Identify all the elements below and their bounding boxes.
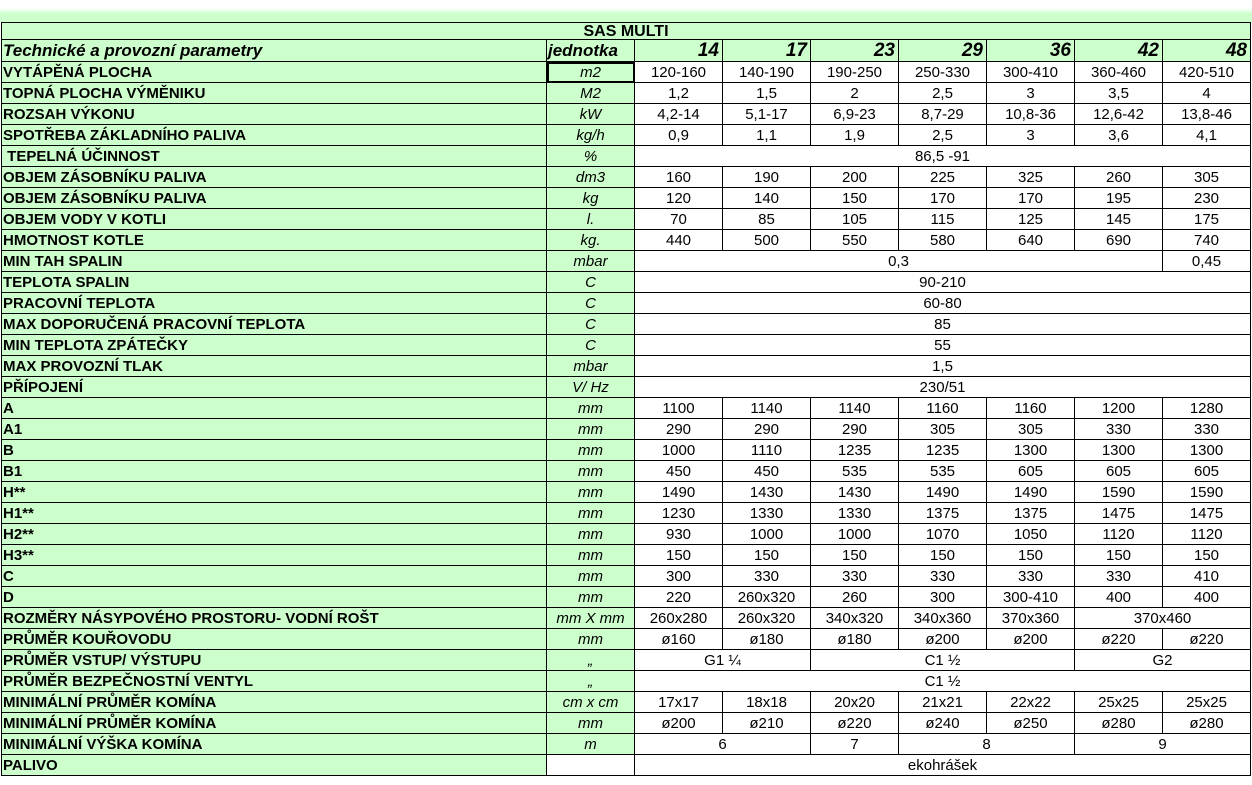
value-cell[interactable]: ø200	[899, 629, 987, 650]
value-cell[interactable]: 1475	[1163, 503, 1251, 524]
row-label[interactable]: H**	[2, 482, 547, 503]
row-unit[interactable]: C	[547, 293, 635, 314]
table-row	[2, 356, 1251, 377]
value-cell[interactable]: 230/51	[635, 377, 1251, 398]
value-cell[interactable]: 125	[987, 209, 1075, 230]
value-cell[interactable]: 300-410	[987, 587, 1075, 608]
row-label[interactable]: PŘÍPOJENÍ	[2, 377, 547, 398]
value-cell[interactable]: 1160	[899, 398, 987, 419]
row-label[interactable]: B	[2, 440, 547, 461]
row-unit[interactable]: mbar	[547, 356, 635, 377]
row-label[interactable]: TEPLOTA SPALIN	[2, 272, 547, 293]
row-unit[interactable]: m2	[547, 62, 635, 83]
value-cell[interactable]: ø160	[635, 629, 723, 650]
value-cell[interactable]: 260x320	[723, 608, 811, 629]
value-cell[interactable]: 260x280	[635, 608, 723, 629]
value-cell[interactable]: 400	[1075, 587, 1163, 608]
row-unit[interactable]: mbar	[547, 251, 635, 272]
value-cell[interactable]: 2,5	[899, 125, 987, 146]
value-cell[interactable]: 17x17	[635, 692, 723, 713]
value-cell[interactable]: 150	[1163, 545, 1251, 566]
table-row	[2, 209, 1251, 230]
table-row	[2, 482, 1251, 503]
value-cell[interactable]: 140	[723, 188, 811, 209]
value-cell[interactable]: 550	[811, 230, 899, 251]
value-cell[interactable]: 330	[899, 566, 987, 587]
value-cell[interactable]: 535	[899, 461, 987, 482]
value-cell[interactable]: ø210	[723, 713, 811, 734]
value-cell[interactable]: 330	[723, 566, 811, 587]
row-label[interactable]: B1	[2, 461, 547, 482]
value-cell[interactable]: 4,1	[1163, 125, 1251, 146]
row-label[interactable]: TEPELNÁ ÚČINNOST	[2, 146, 547, 167]
value-cell[interactable]: 1140	[811, 398, 899, 419]
value-cell[interactable]: 0,45	[1163, 251, 1251, 272]
row-unit[interactable]: mm	[547, 629, 635, 650]
value-cell[interactable]: 55	[635, 335, 1251, 356]
value-cell[interactable]: 9	[1075, 734, 1251, 755]
value-cell[interactable]: 160	[635, 167, 723, 188]
row-unit[interactable]: mm	[547, 566, 635, 587]
value-cell[interactable]: 200	[811, 167, 899, 188]
table-row	[2, 713, 1251, 734]
value-cell[interactable]: 1590	[1075, 482, 1163, 503]
row-label[interactable]: OBJEM ZÁSOBNÍKU PALIVA	[2, 188, 547, 209]
value-cell[interactable]: 140-190	[723, 62, 811, 83]
row-label[interactable]: H1**	[2, 503, 547, 524]
value-cell[interactable]: 605	[1163, 461, 1251, 482]
value-cell[interactable]: 7	[811, 734, 899, 755]
value-cell[interactable]: 605	[1075, 461, 1163, 482]
row-label[interactable]: TOPNÁ PLOCHA VÝMĚNIKU	[2, 83, 547, 104]
value-cell[interactable]: 440	[635, 230, 723, 251]
value-cell[interactable]: 1235	[811, 440, 899, 461]
value-cell[interactable]: 1100	[635, 398, 723, 419]
table-row	[2, 461, 1251, 482]
value-cell[interactable]: ø180	[811, 629, 899, 650]
value-cell[interactable]: 85	[635, 314, 1251, 335]
row-label[interactable]: VYTÁPĚNÁ PLOCHA	[2, 62, 547, 83]
row-unit[interactable]: C	[547, 272, 635, 293]
value-cell[interactable]: 535	[811, 461, 899, 482]
value-cell[interactable]: 70	[635, 209, 723, 230]
row-unit[interactable]: l.	[547, 209, 635, 230]
row-label[interactable]: A1	[2, 419, 547, 440]
row-label[interactable]: H3**	[2, 545, 547, 566]
header-label[interactable]: Technické a provozní parametry	[2, 40, 547, 62]
value-cell[interactable]: 1,5	[635, 356, 1251, 377]
value-cell[interactable]: 105	[811, 209, 899, 230]
value-cell[interactable]: 330	[987, 566, 1075, 587]
value-cell[interactable]: C1 ½	[635, 671, 1251, 692]
value-cell[interactable]: 4,2-14	[635, 104, 723, 125]
row-label[interactable]: HMOTNOST KOTLE	[2, 230, 547, 251]
table-row	[2, 671, 1251, 692]
value-cell[interactable]: 3	[987, 125, 1075, 146]
row-unit[interactable]: kg/h	[547, 125, 635, 146]
header-model-48[interactable]: 48	[1163, 40, 1251, 62]
value-cell[interactable]: 290	[811, 419, 899, 440]
value-cell[interactable]: 605	[987, 461, 1075, 482]
table-row	[2, 503, 1251, 524]
value-cell[interactable]: 1300	[1075, 440, 1163, 461]
row-unit[interactable]: C	[547, 314, 635, 335]
value-cell[interactable]: 330	[811, 566, 899, 587]
row-unit[interactable]: kW	[547, 104, 635, 125]
value-cell[interactable]: 260	[1075, 167, 1163, 188]
row-label[interactable]: SPOTŘEBA ZÁKLADNÍHO PALIVA	[2, 125, 547, 146]
header-model-23[interactable]: 23	[811, 40, 899, 62]
value-cell[interactable]: 1000	[635, 440, 723, 461]
row-unit[interactable]: V/ Hz	[547, 377, 635, 398]
row-unit[interactable]: mm	[547, 545, 635, 566]
table-row	[2, 314, 1251, 335]
value-cell[interactable]: 1140	[723, 398, 811, 419]
row-unit[interactable]: „	[547, 671, 635, 692]
value-cell[interactable]: 115	[899, 209, 987, 230]
value-cell[interactable]: 290	[723, 419, 811, 440]
table-title: SAS MULTI	[2, 23, 1251, 40]
value-cell[interactable]: 190	[723, 167, 811, 188]
value-cell[interactable]: 170	[987, 188, 1075, 209]
value-cell[interactable]: 400	[1163, 587, 1251, 608]
value-cell[interactable]: 370x360	[987, 608, 1075, 629]
row-unit[interactable]: mm	[547, 482, 635, 503]
value-cell[interactable]: 150	[635, 545, 723, 566]
value-cell[interactable]: 305	[987, 419, 1075, 440]
value-cell[interactable]: 150	[899, 545, 987, 566]
row-unit[interactable]: dm3	[547, 167, 635, 188]
value-cell[interactable]: 6	[635, 734, 811, 755]
value-cell[interactable]: 1300	[1163, 440, 1251, 461]
value-cell[interactable]: 250-330	[899, 62, 987, 83]
header-unit[interactable]: jednotka	[547, 40, 635, 62]
value-cell[interactable]: 640	[987, 230, 1075, 251]
value-cell[interactable]: 300-410	[987, 62, 1075, 83]
value-cell[interactable]: 150	[723, 545, 811, 566]
header-row	[2, 40, 1251, 62]
value-cell[interactable]: 10,8-36	[987, 104, 1075, 125]
row-unit[interactable]: mm	[547, 398, 635, 419]
value-cell[interactable]: 1110	[723, 440, 811, 461]
value-cell[interactable]: 230	[1163, 188, 1251, 209]
table-row	[2, 545, 1251, 566]
header-model-42[interactable]: 42	[1075, 40, 1163, 62]
row-label[interactable]: PRACOVNÍ TEPLOTA	[2, 293, 547, 314]
value-cell[interactable]: ø220	[1163, 629, 1251, 650]
value-cell[interactable]: ø180	[723, 629, 811, 650]
value-cell[interactable]: 580	[899, 230, 987, 251]
row-label[interactable]: MINIMÁLNÍ PRŮMĚR KOMÍNA	[2, 692, 547, 713]
sheet-top-band	[0, 0, 1252, 22]
value-cell[interactable]: 60-80	[635, 293, 1251, 314]
value-cell[interactable]: 340x320	[811, 608, 899, 629]
value-cell[interactable]: 1280	[1163, 398, 1251, 419]
table-row	[2, 587, 1251, 608]
table-row	[2, 629, 1251, 650]
value-cell[interactable]: 1070	[899, 524, 987, 545]
value-cell[interactable]: 370x460	[1075, 608, 1251, 629]
value-cell[interactable]: 225	[899, 167, 987, 188]
value-cell[interactable]: ø280	[1163, 713, 1251, 734]
value-cell[interactable]: 420-510	[1163, 62, 1251, 83]
row-label[interactable]: ROZSAH VÝKONU	[2, 104, 547, 125]
value-cell[interactable]: 220	[635, 587, 723, 608]
table-row	[2, 566, 1251, 587]
row-unit[interactable]: cm x cm	[547, 692, 635, 713]
table-row	[2, 398, 1251, 419]
table-row	[2, 734, 1251, 755]
row-label[interactable]: MAX PROVOZNÍ TLAK	[2, 356, 547, 377]
value-cell[interactable]: 2	[811, 83, 899, 104]
table-row	[2, 692, 1251, 713]
row-label[interactable]: MAX DOPORUČENÁ PRACOVNÍ TEPLOTA	[2, 314, 547, 335]
table-row	[2, 524, 1251, 545]
value-cell[interactable]: 1330	[811, 503, 899, 524]
value-cell[interactable]: 20x20	[811, 692, 899, 713]
row-label[interactable]: H2**	[2, 524, 547, 545]
value-cell[interactable]: 8,7-29	[899, 104, 987, 125]
value-cell[interactable]: 6,9-23	[811, 104, 899, 125]
value-cell[interactable]: 86,5 -91	[635, 146, 1251, 167]
value-cell[interactable]: 305	[1163, 167, 1251, 188]
table-row	[2, 167, 1251, 188]
value-cell[interactable]: 1375	[899, 503, 987, 524]
row-unit[interactable]: mm X mm	[547, 608, 635, 629]
table-row	[2, 104, 1251, 125]
value-cell[interactable]: 150	[987, 545, 1075, 566]
table-row	[2, 83, 1251, 104]
row-label[interactable]: PRŮMĚR VSTUP/ VÝSTUPU	[2, 650, 547, 671]
value-cell[interactable]: ø250	[987, 713, 1075, 734]
table-row	[2, 146, 1251, 167]
table-row	[2, 440, 1251, 461]
value-cell[interactable]: 690	[1075, 230, 1163, 251]
value-cell[interactable]: 1160	[987, 398, 1075, 419]
header-model-17[interactable]: 17	[723, 40, 811, 62]
value-cell[interactable]: 325	[987, 167, 1075, 188]
value-cell[interactable]: 150	[811, 188, 899, 209]
value-cell[interactable]: 290	[635, 419, 723, 440]
value-cell[interactable]: ø220	[1075, 629, 1163, 650]
value-cell[interactable]: ø240	[899, 713, 987, 734]
table-row	[2, 251, 1251, 272]
row-label[interactable]: C	[2, 566, 547, 587]
row-unit[interactable]: mm	[547, 524, 635, 545]
value-cell[interactable]: 305	[899, 419, 987, 440]
value-cell[interactable]: 260x320	[723, 587, 811, 608]
header-model-29[interactable]: 29	[899, 40, 987, 62]
value-cell[interactable]: 330	[1075, 419, 1163, 440]
row-label[interactable]: D	[2, 587, 547, 608]
value-cell[interactable]: 1230	[635, 503, 723, 524]
value-cell[interactable]: 330	[1163, 419, 1251, 440]
value-cell[interactable]: 1330	[723, 503, 811, 524]
value-cell[interactable]: 1430	[811, 482, 899, 503]
value-cell[interactable]: G1 ¼	[635, 650, 811, 671]
value-cell[interactable]: 8	[899, 734, 1075, 755]
row-unit[interactable]: C	[547, 335, 635, 356]
table-row	[2, 377, 1251, 398]
header-model-36[interactable]: 36	[987, 40, 1075, 62]
value-cell[interactable]: 4	[1163, 83, 1251, 104]
value-cell[interactable]: 1430	[723, 482, 811, 503]
value-cell[interactable]: 150	[1075, 545, 1163, 566]
value-cell[interactable]: ø200	[635, 713, 723, 734]
parameters-table	[1, 22, 1251, 776]
row-label[interactable]: OBJEM VODY V KOTLI	[2, 209, 547, 230]
value-cell[interactable]: 1,1	[723, 125, 811, 146]
value-cell[interactable]: 1,9	[811, 125, 899, 146]
table-row	[2, 272, 1251, 293]
row-unit[interactable]: mm	[547, 461, 635, 482]
value-cell[interactable]: 0,3	[635, 251, 1163, 272]
header-model-14[interactable]: 14	[635, 40, 723, 62]
table-row	[2, 419, 1251, 440]
value-cell[interactable]: 1590	[1163, 482, 1251, 503]
value-cell[interactable]: 120-160	[635, 62, 723, 83]
row-label[interactable]: OBJEM ZÁSOBNÍKU PALIVA	[2, 167, 547, 188]
value-cell[interactable]: C1 ½	[811, 650, 1075, 671]
value-cell[interactable]: ø220	[811, 713, 899, 734]
value-cell[interactable]: 0,9	[635, 125, 723, 146]
value-cell[interactable]: 21x21	[899, 692, 987, 713]
value-cell[interactable]: 330	[1075, 566, 1163, 587]
row-unit[interactable]: kg	[547, 188, 635, 209]
value-cell[interactable]: 3	[987, 83, 1075, 104]
row-unit[interactable]	[547, 755, 635, 776]
value-cell[interactable]: 25x25	[1075, 692, 1163, 713]
value-cell[interactable]: 1235	[899, 440, 987, 461]
row-unit[interactable]: „	[547, 650, 635, 671]
value-cell[interactable]: 360-460	[1075, 62, 1163, 83]
value-cell[interactable]: 170	[899, 188, 987, 209]
value-cell[interactable]: 1490	[987, 482, 1075, 503]
value-cell[interactable]: 1490	[899, 482, 987, 503]
value-cell[interactable]: 120	[635, 188, 723, 209]
value-cell[interactable]: ekohrášek	[635, 755, 1251, 776]
value-cell[interactable]: ø280	[1075, 713, 1163, 734]
row-unit[interactable]: mm	[547, 713, 635, 734]
table-row	[2, 188, 1251, 209]
value-cell[interactable]: 740	[1163, 230, 1251, 251]
value-cell[interactable]: 150	[811, 545, 899, 566]
value-cell[interactable]: 18x18	[723, 692, 811, 713]
value-cell[interactable]: 190-250	[811, 62, 899, 83]
value-cell[interactable]: 85	[723, 209, 811, 230]
row-unit[interactable]: mm	[547, 503, 635, 524]
value-cell[interactable]: 22x22	[987, 692, 1075, 713]
value-cell[interactable]: 260	[811, 587, 899, 608]
value-cell[interactable]: 5,1-17	[723, 104, 811, 125]
title-row	[2, 23, 1251, 40]
row-label[interactable]: PRŮMĚR KOUŘOVODU	[2, 629, 547, 650]
table-row	[2, 230, 1251, 251]
row-label[interactable]: MIN TEPLOTA ZPÁTEČKY	[2, 335, 547, 356]
value-cell[interactable]: 3,6	[1075, 125, 1163, 146]
value-cell[interactable]: 450	[723, 461, 811, 482]
row-label[interactable]: PALIVO	[2, 755, 547, 776]
value-cell[interactable]: 1000	[811, 524, 899, 545]
table-row	[2, 335, 1251, 356]
value-cell[interactable]: 410	[1163, 566, 1251, 587]
value-cell[interactable]: 300	[899, 587, 987, 608]
table-row	[2, 608, 1251, 629]
table-row	[2, 755, 1251, 776]
value-cell[interactable]: ø200	[987, 629, 1075, 650]
row-unit[interactable]: kg.	[547, 230, 635, 251]
value-cell[interactable]: 195	[1075, 188, 1163, 209]
value-cell[interactable]: 340x360	[899, 608, 987, 629]
row-label[interactable]: MIN TAH SPALIN	[2, 251, 547, 272]
value-cell[interactable]: 1200	[1075, 398, 1163, 419]
value-cell[interactable]: 450	[635, 461, 723, 482]
row-unit[interactable]: M2	[547, 83, 635, 104]
value-cell[interactable]: 25x25	[1163, 692, 1251, 713]
value-cell[interactable]: 3,5	[1075, 83, 1163, 104]
row-unit[interactable]: %	[547, 146, 635, 167]
value-cell[interactable]: G2	[1075, 650, 1251, 671]
value-cell[interactable]: 90-210	[635, 272, 1251, 293]
table-row	[2, 62, 1251, 83]
value-cell[interactable]: 1120	[1163, 524, 1251, 545]
value-cell[interactable]: 1120	[1075, 524, 1163, 545]
value-cell[interactable]: 1,5	[723, 83, 811, 104]
value-cell[interactable]: 2,5	[899, 83, 987, 104]
row-label[interactable]: MINIMÁLNÍ PRŮMĚR KOMÍNA	[2, 713, 547, 734]
row-label[interactable]: MINIMÁLNÍ VÝŠKA KOMÍNA	[2, 734, 547, 755]
value-cell[interactable]: 500	[723, 230, 811, 251]
value-cell[interactable]: 1,2	[635, 83, 723, 104]
row-label[interactable]: PRŮMĚR BEZPEČNOSTNÍ VENTYL	[2, 671, 547, 692]
value-cell[interactable]: 930	[635, 524, 723, 545]
value-cell[interactable]: 1475	[1075, 503, 1163, 524]
value-cell[interactable]: 175	[1163, 209, 1251, 230]
value-cell[interactable]: 1050	[987, 524, 1075, 545]
value-cell[interactable]: 13,8-46	[1163, 104, 1251, 125]
row-unit[interactable]: mm	[547, 440, 635, 461]
value-cell[interactable]: 1300	[987, 440, 1075, 461]
table-row	[2, 650, 1251, 671]
value-cell[interactable]: 1000	[723, 524, 811, 545]
row-unit[interactable]: mm	[547, 587, 635, 608]
value-cell[interactable]: 1375	[987, 503, 1075, 524]
row-unit[interactable]: mm	[547, 419, 635, 440]
table-row	[2, 125, 1251, 146]
table-row	[2, 293, 1251, 314]
value-cell[interactable]: 1490	[635, 482, 723, 503]
row-label[interactable]: A	[2, 398, 547, 419]
row-unit[interactable]: m	[547, 734, 635, 755]
row-label[interactable]: ROZMĚRY NÁSYPOVÉHO PROSTORU- VODNÍ ROŠT	[2, 608, 547, 629]
value-cell[interactable]: 12,6-42	[1075, 104, 1163, 125]
value-cell[interactable]: 145	[1075, 209, 1163, 230]
value-cell[interactable]: 300	[635, 566, 723, 587]
